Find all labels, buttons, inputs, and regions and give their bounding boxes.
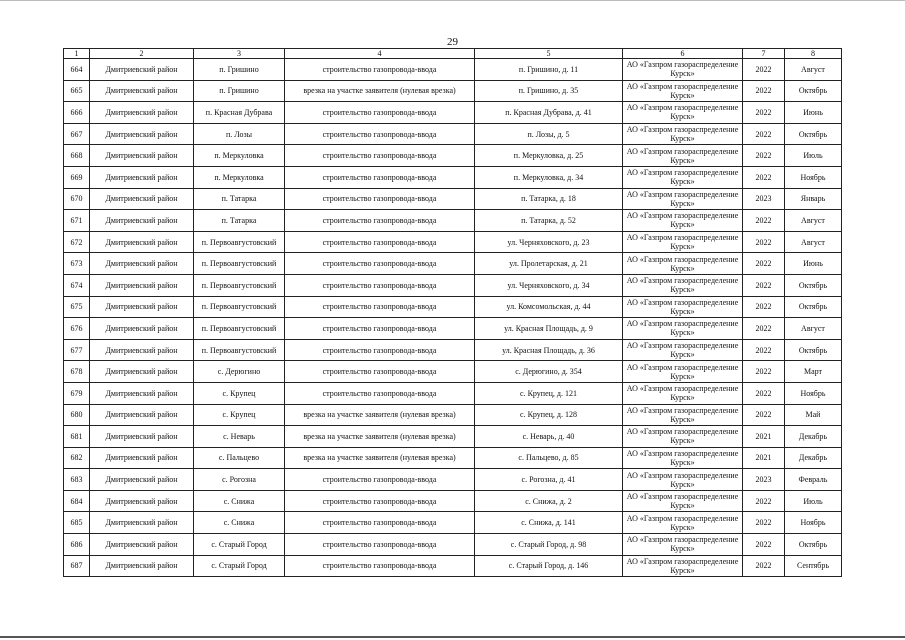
row-number: 679	[64, 382, 90, 404]
address-cell: п. Красная Дубрава, д. 41	[475, 102, 623, 124]
row-number: 684	[64, 490, 90, 512]
organization-cell: АО «Газпром газораспределение Курск»	[623, 382, 743, 404]
work-type-cell: строительство газопровода-ввода	[285, 339, 475, 361]
row-number: 687	[64, 555, 90, 577]
settlement-cell: п. Меркуловка	[194, 166, 285, 188]
address-cell: п. Татарка, д. 52	[475, 210, 623, 232]
settlement-cell: с. Снижа	[194, 490, 285, 512]
row-number: 683	[64, 469, 90, 491]
column-header: 1	[64, 49, 90, 59]
year-cell: 2022	[743, 123, 785, 145]
column-header: 8	[785, 49, 842, 59]
work-type-cell: строительство газопровода-ввода	[285, 145, 475, 167]
table-row	[64, 231, 842, 253]
organization-cell: АО «Газпром газораспределение Курск»	[623, 490, 743, 512]
district-cell: Дмитриевский район	[90, 426, 194, 448]
year-cell: 2022	[743, 253, 785, 275]
table-row	[64, 166, 842, 188]
settlement-cell: с. Крупец	[194, 382, 285, 404]
address-cell: с. Снижа, д. 141	[475, 512, 623, 534]
row-number: 664	[64, 59, 90, 81]
settlement-cell: п. Первоавгустовский	[194, 274, 285, 296]
settlement-cell: п. Татарка	[194, 188, 285, 210]
work-type-cell: строительство газопровода-ввода	[285, 555, 475, 577]
settlement-cell: с. Дерюгино	[194, 361, 285, 383]
year-cell: 2022	[743, 80, 785, 102]
table-row	[64, 555, 842, 577]
year-cell: 2022	[743, 59, 785, 81]
table-row	[64, 296, 842, 318]
settlement-cell: п. Первоавгустовский	[194, 296, 285, 318]
row-number: 681	[64, 426, 90, 448]
organization-cell: АО «Газпром газораспределение Курск»	[623, 80, 743, 102]
work-type-cell: врезка на участке заявителя (нулевая врезка)	[285, 426, 475, 448]
column-header: 3	[194, 49, 285, 59]
work-type-cell: врезка на участке заявителя (нулевая врезка)	[285, 80, 475, 102]
district-cell: Дмитриевский район	[90, 102, 194, 124]
year-cell: 2022	[743, 166, 785, 188]
work-type-cell: строительство газопровода-ввода	[285, 274, 475, 296]
month-cell: Август	[785, 59, 842, 81]
organization-cell: АО «Газпром газораспределение Курск»	[623, 404, 743, 426]
year-cell: 2022	[743, 274, 785, 296]
year-cell: 2022	[743, 296, 785, 318]
district-cell: Дмитриевский район	[90, 404, 194, 426]
column-header: 2	[90, 49, 194, 59]
month-cell: Ноябрь	[785, 382, 842, 404]
month-cell: Ноябрь	[785, 166, 842, 188]
row-number: 675	[64, 296, 90, 318]
year-cell: 2021	[743, 447, 785, 469]
settlement-cell: п. Красная Дубрава	[194, 102, 285, 124]
organization-cell: АО «Газпром газораспределение Курск»	[623, 59, 743, 81]
organization-cell: АО «Газпром газораспределение Курск»	[623, 166, 743, 188]
settlement-cell: с. Старый Город	[194, 555, 285, 577]
work-type-cell: строительство газопровода-ввода	[285, 361, 475, 383]
column-header: 6	[623, 49, 743, 59]
settlement-cell: п. Гришино	[194, 59, 285, 81]
address-cell: с. Рогозна, д. 41	[475, 469, 623, 491]
work-type-cell: строительство газопровода-ввода	[285, 382, 475, 404]
address-cell: п. Гришино, д. 11	[475, 59, 623, 81]
address-cell: с. Неварь, д. 40	[475, 426, 623, 448]
organization-cell: АО «Газпром газораспределение Курск»	[623, 555, 743, 577]
organization-cell: АО «Газпром газораспределение Курск»	[623, 512, 743, 534]
address-cell: с. Крупец, д. 128	[475, 404, 623, 426]
organization-cell: АО «Газпром газораспределение Курск»	[623, 188, 743, 210]
organization-cell: АО «Газпром газораспределение Курск»	[623, 123, 743, 145]
district-cell: Дмитриевский район	[90, 166, 194, 188]
year-cell: 2022	[743, 490, 785, 512]
work-type-cell: врезка на участке заявителя (нулевая врезка)	[285, 447, 475, 469]
month-cell: Июнь	[785, 253, 842, 275]
table-row	[64, 447, 842, 469]
organization-cell: АО «Газпром газораспределение Курск»	[623, 426, 743, 448]
row-number: 668	[64, 145, 90, 167]
top-rule	[0, 0, 905, 1]
column-header: 4	[285, 49, 475, 59]
work-type-cell: строительство газопровода-ввода	[285, 296, 475, 318]
address-cell: ул. Черняховского, д. 34	[475, 274, 623, 296]
address-cell: п. Гришино, д. 35	[475, 80, 623, 102]
month-cell: Октябрь	[785, 123, 842, 145]
month-cell: Октябрь	[785, 296, 842, 318]
gasification-table	[63, 48, 842, 577]
settlement-cell: с. Старый Город	[194, 534, 285, 556]
month-cell: Октябрь	[785, 80, 842, 102]
district-cell: Дмитриевский район	[90, 59, 194, 81]
settlement-cell: п. Первоавгустовский	[194, 253, 285, 275]
year-cell: 2022	[743, 318, 785, 340]
row-number: 685	[64, 512, 90, 534]
table-row	[64, 253, 842, 275]
settlement-cell: с. Крупец	[194, 404, 285, 426]
bottom-rule	[0, 636, 905, 638]
month-cell: Август	[785, 231, 842, 253]
organization-cell: АО «Газпром газораспределение Курск»	[623, 274, 743, 296]
month-cell: Май	[785, 404, 842, 426]
district-cell: Дмитриевский район	[90, 318, 194, 340]
settlement-cell: с. Рогозна	[194, 469, 285, 491]
settlement-cell: п. Гришино	[194, 80, 285, 102]
table-row	[64, 188, 842, 210]
table-row	[64, 534, 842, 556]
district-cell: Дмитриевский район	[90, 490, 194, 512]
address-cell: ул. Пролетарская, д. 21	[475, 253, 623, 275]
organization-cell: АО «Газпром газораспределение Курск»	[623, 231, 743, 253]
work-type-cell: строительство газопровода-ввода	[285, 210, 475, 232]
organization-cell: АО «Газпром газораспределение Курск»	[623, 296, 743, 318]
row-number: 671	[64, 210, 90, 232]
settlement-cell: п. Лозы	[194, 123, 285, 145]
district-cell: Дмитриевский район	[90, 555, 194, 577]
work-type-cell: строительство газопровода-ввода	[285, 318, 475, 340]
address-cell: с. Крупец, д. 121	[475, 382, 623, 404]
address-cell: с. Пальцево, д. 85	[475, 447, 623, 469]
row-number: 670	[64, 188, 90, 210]
organization-cell: АО «Газпром газораспределение Курск»	[623, 534, 743, 556]
work-type-cell: строительство газопровода-ввода	[285, 253, 475, 275]
row-number: 667	[64, 123, 90, 145]
settlement-cell: п. Татарка	[194, 210, 285, 232]
table-row	[64, 382, 842, 404]
address-cell: п. Меркуловка, д. 25	[475, 145, 623, 167]
work-type-cell: строительство газопровода-ввода	[285, 534, 475, 556]
address-cell: с. Старый Город, д. 146	[475, 555, 623, 577]
table-row	[64, 80, 842, 102]
year-cell: 2022	[743, 534, 785, 556]
year-cell: 2022	[743, 361, 785, 383]
year-cell: 2022	[743, 231, 785, 253]
month-cell: Август	[785, 210, 842, 232]
row-number: 666	[64, 102, 90, 124]
row-number: 678	[64, 361, 90, 383]
year-cell: 2022	[743, 339, 785, 361]
row-number: 676	[64, 318, 90, 340]
district-cell: Дмитриевский район	[90, 534, 194, 556]
address-cell: ул. Комсомольская, д. 44	[475, 296, 623, 318]
month-cell: Июль	[785, 490, 842, 512]
year-cell: 2022	[743, 404, 785, 426]
row-number: 677	[64, 339, 90, 361]
month-cell: Июнь	[785, 102, 842, 124]
table-row	[64, 274, 842, 296]
settlement-cell: п. Первоавгустовский	[194, 231, 285, 253]
organization-cell: АО «Газпром газораспределение Курск»	[623, 253, 743, 275]
organization-cell: АО «Газпром газораспределение Курск»	[623, 102, 743, 124]
row-number: 672	[64, 231, 90, 253]
month-cell: Декабрь	[785, 447, 842, 469]
table-row	[64, 512, 842, 534]
year-cell: 2021	[743, 426, 785, 448]
settlement-cell: п. Меркуловка	[194, 145, 285, 167]
month-cell: Январь	[785, 188, 842, 210]
district-cell: Дмитриевский район	[90, 296, 194, 318]
row-number: 669	[64, 166, 90, 188]
row-number: 665	[64, 80, 90, 102]
organization-cell: АО «Газпром газораспределение Курск»	[623, 318, 743, 340]
row-number: 682	[64, 447, 90, 469]
table-row	[64, 318, 842, 340]
address-cell: с. Старый Город, д. 98	[475, 534, 623, 556]
year-cell: 2022	[743, 210, 785, 232]
district-cell: Дмитриевский район	[90, 231, 194, 253]
year-cell: 2022	[743, 102, 785, 124]
row-number: 680	[64, 404, 90, 426]
table-row	[64, 361, 842, 383]
table-row	[64, 490, 842, 512]
organization-cell: АО «Газпром газораспределение Курск»	[623, 210, 743, 232]
work-type-cell: строительство газопровода-ввода	[285, 123, 475, 145]
year-cell: 2022	[743, 512, 785, 534]
month-cell: Октябрь	[785, 274, 842, 296]
organization-cell: АО «Газпром газораспределение Курск»	[623, 447, 743, 469]
table-row	[64, 210, 842, 232]
table-body	[64, 59, 842, 577]
settlement-cell: п. Первоавгустовский	[194, 339, 285, 361]
year-cell: 2022	[743, 555, 785, 577]
year-cell: 2023	[743, 188, 785, 210]
row-number: 674	[64, 274, 90, 296]
settlement-cell: с. Снижа	[194, 512, 285, 534]
district-cell: Дмитриевский район	[90, 382, 194, 404]
address-cell: п. Лозы, д. 5	[475, 123, 623, 145]
table-row	[64, 102, 842, 124]
address-cell: с. Снижа, д. 2	[475, 490, 623, 512]
address-cell: ул. Красная Площадь, д. 36	[475, 339, 623, 361]
district-cell: Дмитриевский район	[90, 274, 194, 296]
month-cell: Август	[785, 318, 842, 340]
district-cell: Дмитриевский район	[90, 339, 194, 361]
table-row	[64, 123, 842, 145]
month-cell: Март	[785, 361, 842, 383]
district-cell: Дмитриевский район	[90, 512, 194, 534]
work-type-cell: строительство газопровода-ввода	[285, 512, 475, 534]
row-number: 686	[64, 534, 90, 556]
year-cell: 2023	[743, 469, 785, 491]
month-cell: Февраль	[785, 469, 842, 491]
month-cell: Сентябрь	[785, 555, 842, 577]
settlement-cell: с. Пальцево	[194, 447, 285, 469]
district-cell: Дмитриевский район	[90, 188, 194, 210]
work-type-cell: строительство газопровода-ввода	[285, 102, 475, 124]
work-type-cell: строительство газопровода-ввода	[285, 231, 475, 253]
district-cell: Дмитриевский район	[90, 469, 194, 491]
month-cell: Октябрь	[785, 534, 842, 556]
month-cell: Ноябрь	[785, 512, 842, 534]
organization-cell: АО «Газпром газораспределение Курск»	[623, 145, 743, 167]
district-cell: Дмитриевский район	[90, 210, 194, 232]
work-type-cell: врезка на участке заявителя (нулевая врезка)	[285, 404, 475, 426]
district-cell: Дмитриевский район	[90, 123, 194, 145]
district-cell: Дмитриевский район	[90, 80, 194, 102]
organization-cell: АО «Газпром газораспределение Курск»	[623, 469, 743, 491]
address-cell: с. Дерюгино, д. 354	[475, 361, 623, 383]
table-row	[64, 404, 842, 426]
header-row	[64, 49, 842, 59]
month-cell: Октябрь	[785, 339, 842, 361]
page-number: 29	[447, 36, 458, 48]
table-row	[64, 145, 842, 167]
row-number: 673	[64, 253, 90, 275]
district-cell: Дмитриевский район	[90, 145, 194, 167]
settlement-cell: п. Первоавгустовский	[194, 318, 285, 340]
month-cell: Июль	[785, 145, 842, 167]
work-type-cell: строительство газопровода-ввода	[285, 59, 475, 81]
table-row	[64, 426, 842, 448]
year-cell: 2022	[743, 382, 785, 404]
organization-cell: АО «Газпром газораспределение Курск»	[623, 361, 743, 383]
address-cell: п. Меркуловка, д. 34	[475, 166, 623, 188]
work-type-cell: строительство газопровода-ввода	[285, 490, 475, 512]
settlement-cell: с. Неварь	[194, 426, 285, 448]
table-row	[64, 469, 842, 491]
organization-cell: АО «Газпром газораспределение Курск»	[623, 339, 743, 361]
column-header: 7	[743, 49, 785, 59]
work-type-cell: строительство газопровода-ввода	[285, 188, 475, 210]
district-cell: Дмитриевский район	[90, 253, 194, 275]
work-type-cell: строительство газопровода-ввода	[285, 469, 475, 491]
table-row	[64, 339, 842, 361]
district-cell: Дмитриевский район	[90, 361, 194, 383]
year-cell: 2022	[743, 145, 785, 167]
address-cell: ул. Красная Площадь, д. 9	[475, 318, 623, 340]
address-cell: п. Татарка, д. 18	[475, 188, 623, 210]
column-header: 5	[475, 49, 623, 59]
work-type-cell: строительство газопровода-ввода	[285, 166, 475, 188]
district-cell: Дмитриевский район	[90, 447, 194, 469]
month-cell: Декабрь	[785, 426, 842, 448]
address-cell: ул. Черняховского, д. 23	[475, 231, 623, 253]
table-row	[64, 59, 842, 81]
